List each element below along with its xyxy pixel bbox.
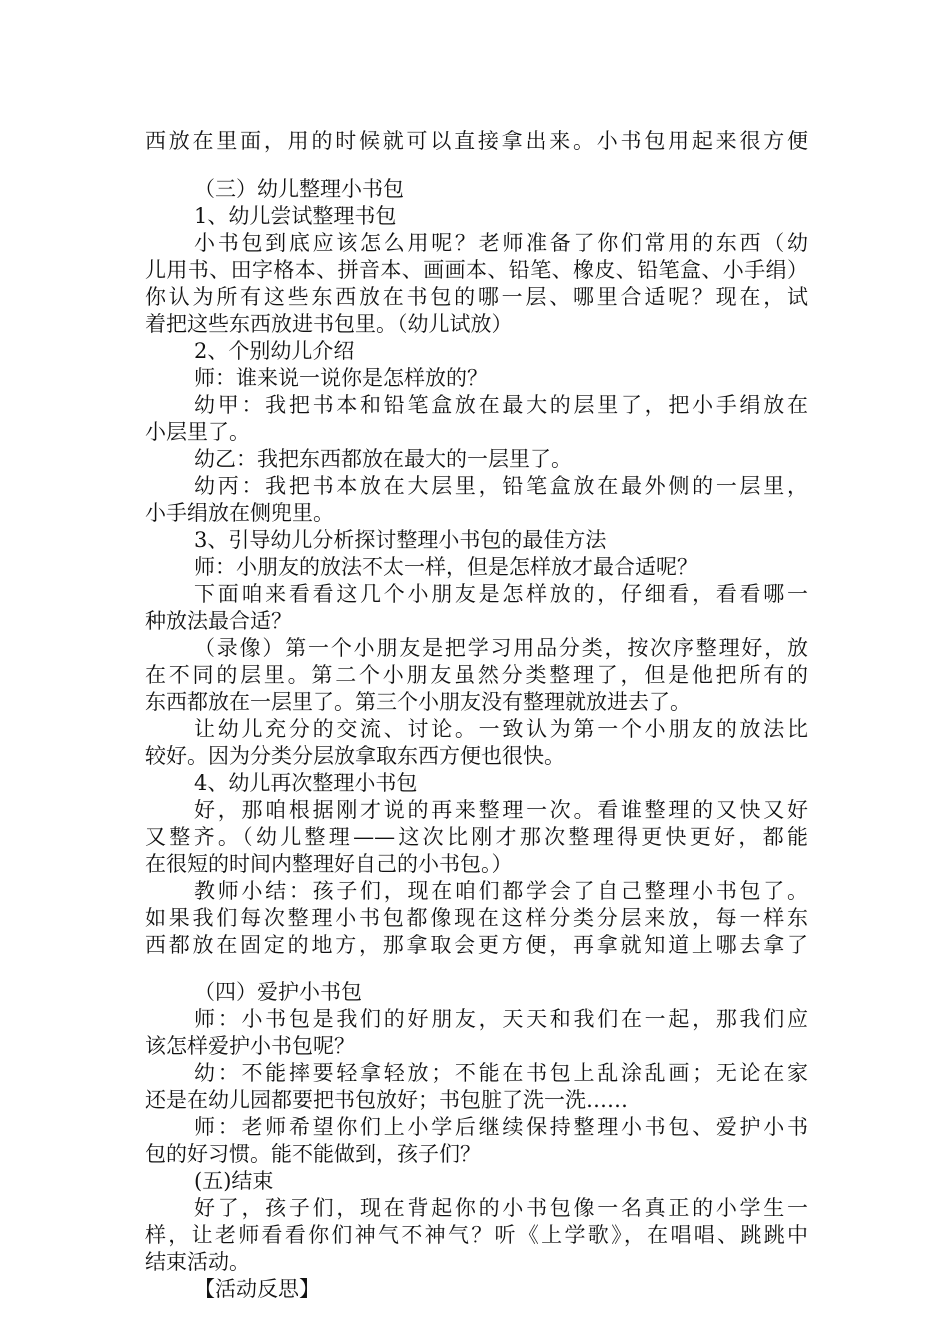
paragraph-line: 小手绢放在侧兜里。 [145,501,334,525]
paragraph-line: 该怎样爱护小书包呢？ [145,1034,355,1058]
paragraph-line: 【活动反思】 [194,1277,320,1301]
paragraph-line: 包的好习惯。能不能做到，孩子们？ [145,1142,481,1166]
paragraph-line: 师：老师希望你们上小学后继续保持整理小书包、爱护小书 [194,1115,808,1139]
paragraph-line: 幼乙：我把东西都放在最大的一层里了。 [194,447,572,471]
paragraph-line: 师：谁来说一说你是怎样放的？ [194,366,488,390]
paragraph-line: 3、引导幼儿分析探讨整理小书包的最佳方法 [194,528,607,552]
paragraph-line: 还是在幼儿园都要把书包放好；书包脏了洗一洗…… [145,1088,628,1112]
paragraph-line: 如果我们每次整理小书包都像现在这样分类分层来放，每一样东 [145,906,808,930]
paragraph-line: 好了，孩子们，现在背起你的小书包像一名真正的小学生一 [194,1196,808,1220]
paragraph-line: 1、幼儿尝试整理书包 [194,204,397,228]
paragraph-line: 种放法最合适？ [145,609,292,633]
paragraph-line: 东西都放在一层里了。第三个小朋友没有整理就放进去了。 [145,690,691,714]
paragraph-line: 幼：不能摔要轻拿轻放；不能在书包上乱涂乱画；无论在家 [194,1061,808,1085]
paragraph-line: 师：小朋友的放法不太一样，但是怎样放才最合适呢？ [194,555,698,579]
paragraph-line: （三）幼儿整理小书包 [194,177,404,201]
paragraph-line: 样，让老师看看你们神气不神气？听《上学歌》，在唱唱、跳跳中 [145,1223,808,1247]
paragraph-line: 教师小结：孩子们，现在咱们都学会了自己整理小书包了。 [194,879,808,903]
paragraph-line: 你认为所有这些东西放在书包的哪一层、哪里合适呢？现在，试 [145,285,808,309]
paragraph-line: （四）爱护小书包 [194,980,362,1004]
paragraph-line: 小层里了。 [145,420,250,444]
paragraph-line: 西都放在固定的地方，那拿取会更方便，再拿就知道上哪去拿了 [145,933,808,957]
paragraph-line: 较好。因为分类分层放拿取东西方便也很快。 [145,744,565,768]
paragraph-line: 下面咱来看看这几个小朋友是怎样放的，仔细看，看看哪一 [194,582,808,606]
paragraph-line: 着把这些东西放进书包里。（幼儿试放） [145,312,513,336]
paragraph-line: 好，那咱根据刚才说的再来整理一次。看谁整理的又快又好 [194,798,808,822]
paragraph-line: 师：小书包是我们的好朋友，天天和我们在一起，那我们应 [194,1007,808,1031]
paragraph-line: 在不同的层里。第二个小朋友虽然分类整理了，但是他把所有的 [145,663,808,687]
paragraph-line: 小书包到底应该怎么用呢？老师准备了你们常用的东西（幼 [194,231,808,255]
paragraph-line: 4、幼儿再次整理小书包 [194,771,418,795]
paragraph-line: （录像）第一个小朋友是把学习用品分类，按次序整理好，放 [194,636,808,660]
paragraph-line: 又整齐。（幼儿整理——这次比刚才那次整理得更快更好，都能 [145,825,808,849]
paragraph-line: 幼甲：我把书本和铅笔盒放在最大的层里了，把小手绢放在 [194,393,808,417]
paragraph-line: 西放在里面，用的时候就可以直接拿出来。小书包用起来很方便 [145,129,808,153]
paragraph-line: 结束活动。 [145,1250,250,1274]
paragraph-line: 幼丙：我把书本放在大层里，铅笔盒放在最外侧的一层里， [194,474,808,498]
paragraph-line: 让幼儿充分的交流、讨论。一致认为第一个小朋友的放法比 [194,717,808,741]
paragraph-line: (五)结束 [194,1169,274,1193]
paragraph-line: 儿用书、田字格本、拼音本、画画本、铅笔、橡皮、铅笔盒、小手绢） [145,258,808,282]
paragraph-line: 2、个别幼儿介绍 [194,339,355,363]
paragraph-line: 在很短的时间内整理好自己的小书包。） [145,852,513,876]
